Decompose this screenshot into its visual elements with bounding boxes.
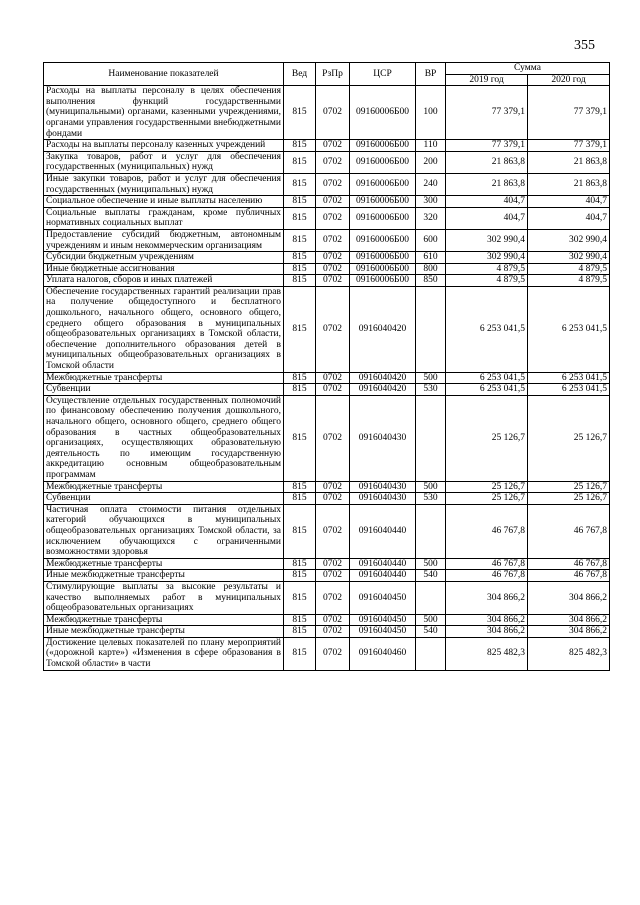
rzpr-cell: 0702: [316, 252, 350, 264]
indicator-name-cell: Расходы на выплаты персоналу казенных учреждений: [44, 140, 284, 152]
csr-cell: 0916040460: [350, 637, 416, 670]
rzpr-cell: 0702: [316, 626, 350, 638]
vr-cell: 850: [416, 275, 446, 287]
table-row: [44, 384, 610, 396]
indicator-name-cell: Иные межбюджетные трансферты: [44, 570, 284, 582]
ved-cell: 815: [284, 384, 316, 396]
ved-cell: 815: [284, 372, 316, 384]
ved-cell: 815: [284, 504, 316, 558]
rzpr-cell: 0702: [316, 151, 350, 173]
indicator-name-cell: Межбюджетные трансферты: [44, 481, 284, 493]
ved-cell: 815: [284, 140, 316, 152]
sum-2020-cell: 302 990,4: [528, 229, 610, 251]
table-row: [44, 151, 610, 173]
indicator-name-cell: Закупка товаров, работ и услуг для обеспечения государственных (муниципальных) нужд: [44, 151, 284, 173]
sum-2020-cell: 46 767,8: [528, 570, 610, 582]
table-row: [44, 504, 610, 558]
ved-cell: 815: [284, 558, 316, 570]
indicator-name-cell: Социальное обеспечение и иные выплаты населению: [44, 196, 284, 208]
rzpr-cell: 0702: [316, 504, 350, 558]
sum-2019-cell: 21 863,8: [446, 173, 528, 195]
table-row: [44, 637, 610, 670]
rzpr-cell: 0702: [316, 140, 350, 152]
sum-2019-cell: 25 126,7: [446, 395, 528, 481]
sum-2020-cell: 404,7: [528, 196, 610, 208]
csr-cell: 0916040430: [350, 395, 416, 481]
sum-2020-cell: 25 126,7: [528, 481, 610, 493]
table-row: [44, 626, 610, 638]
csr-cell: 0916040420: [350, 372, 416, 384]
table-row: [44, 286, 610, 372]
csr-cell: 0916040430: [350, 493, 416, 505]
rzpr-cell: 0702: [316, 481, 350, 493]
indicator-name-cell: Межбюджетные трансферты: [44, 372, 284, 384]
sum-2019-cell: 4 879,5: [446, 263, 528, 275]
rzpr-cell: 0702: [316, 614, 350, 626]
table-row: [44, 229, 610, 251]
header-sum: Сумма: [446, 63, 610, 75]
sum-2020-cell: 404,7: [528, 207, 610, 229]
sum-2020-cell: 304 866,2: [528, 614, 610, 626]
sum-2020-cell: 21 863,8: [528, 151, 610, 173]
rzpr-cell: 0702: [316, 384, 350, 396]
sum-2020-cell: 304 866,2: [528, 626, 610, 638]
csr-cell: 0916040440: [350, 504, 416, 558]
table-row: [44, 252, 610, 264]
indicator-name-cell: Субсидии бюджетным учреждениям: [44, 252, 284, 264]
rzpr-cell: 0702: [316, 372, 350, 384]
vr-cell: [416, 637, 446, 670]
table-row: [44, 493, 610, 505]
sum-2019-cell: 77 379,1: [446, 140, 528, 152]
sum-2020-cell: 25 126,7: [528, 395, 610, 481]
vr-cell: [416, 286, 446, 372]
csr-cell: 0916040430: [350, 481, 416, 493]
ved-cell: 815: [284, 263, 316, 275]
table-row: [44, 570, 610, 582]
sum-2020-cell: 6 253 041,5: [528, 286, 610, 372]
ved-cell: 815: [284, 286, 316, 372]
rzpr-cell: 0702: [316, 286, 350, 372]
table-row: [44, 395, 610, 481]
sum-2019-cell: 46 767,8: [446, 504, 528, 558]
rzpr-cell: 0702: [316, 570, 350, 582]
vr-cell: 800: [416, 263, 446, 275]
ved-cell: 815: [284, 229, 316, 251]
table-row: [44, 558, 610, 570]
table-row: [44, 372, 610, 384]
table-body: [44, 86, 610, 670]
sum-2019-cell: 302 990,4: [446, 229, 528, 251]
header-name: Наименование показателей: [44, 63, 284, 86]
header-ved: Вед: [284, 63, 316, 86]
vr-cell: 610: [416, 252, 446, 264]
csr-cell: 09160006Б00: [350, 252, 416, 264]
vr-cell: 240: [416, 173, 446, 195]
rzpr-cell: 0702: [316, 86, 350, 140]
ved-cell: 815: [284, 207, 316, 229]
sum-2019-cell: 4 879,5: [446, 275, 528, 287]
ved-cell: 815: [284, 614, 316, 626]
rzpr-cell: 0702: [316, 581, 350, 614]
vr-cell: 500: [416, 481, 446, 493]
sum-2019-cell: 6 253 041,5: [446, 384, 528, 396]
vr-cell: 110: [416, 140, 446, 152]
sum-2019-cell: 304 866,2: [446, 626, 528, 638]
csr-cell: 0916040450: [350, 614, 416, 626]
vr-cell: 540: [416, 570, 446, 582]
sum-2020-cell: 77 379,1: [528, 140, 610, 152]
vr-cell: 320: [416, 207, 446, 229]
sum-2019-cell: 77 379,1: [446, 86, 528, 140]
header-rzpr: РзПр: [316, 63, 350, 86]
header-year-2019: 2019 год: [446, 74, 528, 86]
indicator-name-cell: Осуществление отдельных государственных полномочий по финансовому обеспечению получения дошкольного, начального общего, основного общего, среднего общего образования в частных общеобразовательных организациях, осуществляющих образовательную деятельность по имеющим государственную аккредитацию основным общеобразовательным программам: [44, 395, 284, 481]
sum-2020-cell: 46 767,8: [528, 558, 610, 570]
vr-cell: 530: [416, 384, 446, 396]
indicator-name-cell: Межбюджетные трансферты: [44, 558, 284, 570]
rzpr-cell: 0702: [316, 207, 350, 229]
indicator-name-cell: Достижение целевых показателей по плану мероприятий («дорожной карте») «Изменения в сфере образования в Томской области» в части: [44, 637, 284, 670]
csr-cell: 0916040420: [350, 384, 416, 396]
csr-cell: 0916040450: [350, 581, 416, 614]
sum-2020-cell: 46 767,8: [528, 504, 610, 558]
rzpr-cell: 0702: [316, 558, 350, 570]
sum-2019-cell: 304 866,2: [446, 614, 528, 626]
indicator-name-cell: Предоставление субсидий бюджетным, автономным учреждениям и иным некоммерческим организациям: [44, 229, 284, 251]
ved-cell: 815: [284, 173, 316, 195]
ved-cell: 815: [284, 252, 316, 264]
sum-2020-cell: 6 253 041,5: [528, 384, 610, 396]
table-header: [44, 63, 610, 86]
sum-2019-cell: 21 863,8: [446, 151, 528, 173]
page-number: 355: [574, 38, 595, 53]
csr-cell: 09160006Б00: [350, 229, 416, 251]
sum-2019-cell: 404,7: [446, 207, 528, 229]
sum-2020-cell: 4 879,5: [528, 275, 610, 287]
vr-cell: 100: [416, 86, 446, 140]
csr-cell: 09160006Б00: [350, 173, 416, 195]
vr-cell: 600: [416, 229, 446, 251]
sum-2019-cell: 46 767,8: [446, 570, 528, 582]
indicator-name-cell: Субвенции: [44, 493, 284, 505]
rzpr-cell: 0702: [316, 196, 350, 208]
csr-cell: 09160006Б00: [350, 196, 416, 208]
csr-cell: 09160006Б00: [350, 86, 416, 140]
sum-2019-cell: 6 253 041,5: [446, 372, 528, 384]
sum-2019-cell: 302 990,4: [446, 252, 528, 264]
table-row: [44, 263, 610, 275]
sum-2020-cell: 304 866,2: [528, 581, 610, 614]
ved-cell: 815: [284, 395, 316, 481]
sum-2019-cell: 6 253 041,5: [446, 286, 528, 372]
vr-cell: 500: [416, 614, 446, 626]
csr-cell: 09160006Б00: [350, 140, 416, 152]
header-year-2020: 2020 год: [528, 74, 610, 86]
table-row: [44, 275, 610, 287]
sum-2020-cell: 6 253 041,5: [528, 372, 610, 384]
ved-cell: 815: [284, 86, 316, 140]
vr-cell: 200: [416, 151, 446, 173]
ved-cell: 815: [284, 196, 316, 208]
csr-cell: 0916040440: [350, 570, 416, 582]
sum-2020-cell: 302 990,4: [528, 252, 610, 264]
indicator-name-cell: Субвенции: [44, 384, 284, 396]
sum-2019-cell: 404,7: [446, 196, 528, 208]
rzpr-cell: 0702: [316, 275, 350, 287]
ved-cell: 815: [284, 493, 316, 505]
table-row: [44, 614, 610, 626]
vr-cell: 540: [416, 626, 446, 638]
header-vr: ВР: [416, 63, 446, 86]
rzpr-cell: 0702: [316, 173, 350, 195]
ved-cell: 815: [284, 481, 316, 493]
csr-cell: 0916040450: [350, 626, 416, 638]
ved-cell: 815: [284, 626, 316, 638]
sum-2020-cell: 77 379,1: [528, 86, 610, 140]
indicator-name-cell: Иные межбюджетные трансферты: [44, 626, 284, 638]
vr-cell: 300: [416, 196, 446, 208]
indicator-name-cell: Обеспечение государственных гарантий реализации прав на получение общедоступного и бесплатного дошкольного, начального общего, основного общего, среднего общего образования в муниципальных общеобразовательных организациях в Томской области, обеспечение дополнительного образования детей в муниципальных общеобразовательных организациях в Томской области: [44, 286, 284, 372]
vr-cell: 500: [416, 372, 446, 384]
indicator-name-cell: Расходы на выплаты персоналу в целях обеспечения выполнения функций государственными (муниципальными) органами, казенными учреждениями, органами управления государственными внебюджетными фондами: [44, 86, 284, 140]
rzpr-cell: 0702: [316, 637, 350, 670]
ved-cell: 815: [284, 570, 316, 582]
csr-cell: 09160006Б00: [350, 151, 416, 173]
csr-cell: 0916040440: [350, 558, 416, 570]
rzpr-cell: 0702: [316, 229, 350, 251]
rzpr-cell: 0702: [316, 493, 350, 505]
vr-cell: [416, 504, 446, 558]
sum-2020-cell: 4 879,5: [528, 263, 610, 275]
sum-2020-cell: 21 863,8: [528, 173, 610, 195]
budget-table: [43, 62, 610, 671]
table-row: [44, 196, 610, 208]
sum-2019-cell: 825 482,3: [446, 637, 528, 670]
indicator-name-cell: Стимулирующие выплаты за высокие результаты и качество выполняемых работ в муниципальных общеобразовательных организациях: [44, 581, 284, 614]
sum-2019-cell: 304 866,2: [446, 581, 528, 614]
ved-cell: 815: [284, 581, 316, 614]
csr-cell: 09160006Б00: [350, 275, 416, 287]
vr-cell: 500: [416, 558, 446, 570]
table-row: [44, 173, 610, 195]
sum-2019-cell: 46 767,8: [446, 558, 528, 570]
ved-cell: 815: [284, 275, 316, 287]
csr-cell: 09160006Б00: [350, 207, 416, 229]
ved-cell: 815: [284, 151, 316, 173]
csr-cell: 09160006Б00: [350, 263, 416, 275]
rzpr-cell: 0702: [316, 263, 350, 275]
indicator-name-cell: Социальные выплаты гражданам, кроме публичных нормативных социальных выплат: [44, 207, 284, 229]
indicator-name-cell: Межбюджетные трансферты: [44, 614, 284, 626]
table-row: [44, 581, 610, 614]
indicator-name-cell: Иные закупки товаров, работ и услуг для обеспечения государственных (муниципальных) нужд: [44, 173, 284, 195]
table-row: [44, 207, 610, 229]
sum-2019-cell: 25 126,7: [446, 481, 528, 493]
rzpr-cell: 0702: [316, 395, 350, 481]
indicator-name-cell: Частичная оплата стоимости питания отдельных категорий обучающихся в муниципальных общеобразовательных организациях Томской области, за исключением обучающихся с ограниченными возможностями здоровья: [44, 504, 284, 558]
indicator-name-cell: Иные бюджетные ассигнования: [44, 263, 284, 275]
indicator-name-cell: Уплата налогов, сборов и иных платежей: [44, 275, 284, 287]
sum-2020-cell: 825 482,3: [528, 637, 610, 670]
vr-cell: [416, 581, 446, 614]
table-row: [44, 86, 610, 140]
sum-2019-cell: 25 126,7: [446, 493, 528, 505]
table-row: [44, 140, 610, 152]
table-row: [44, 481, 610, 493]
ved-cell: 815: [284, 637, 316, 670]
header-csr: ЦСР: [350, 63, 416, 86]
vr-cell: [416, 395, 446, 481]
csr-cell: 0916040420: [350, 286, 416, 372]
sum-2020-cell: 25 126,7: [528, 493, 610, 505]
vr-cell: 530: [416, 493, 446, 505]
